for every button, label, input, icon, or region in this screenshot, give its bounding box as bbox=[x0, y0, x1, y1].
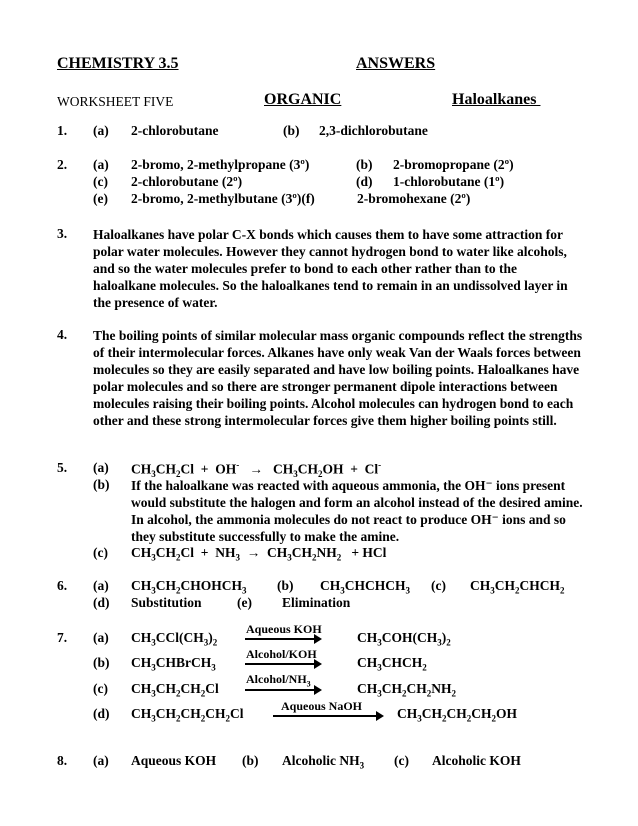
q5-b-answer: If the haloalkane was reacted with aqueous ammonia, the OH⁻ ions present would substitute the halogen and form an alcohol instead of the desired amine. In alcohol, the ammonia molecules do not react to produce OH⁻ ions and so they substitute successfully to make the amine. bbox=[131, 478, 583, 544]
answers-title: ANSWERS bbox=[356, 55, 436, 72]
q5-a-equation: $CH_3CH_2Cl + OH^- \to CH_3CH_2OH + Cl^-$ bbox=[131, 460, 382, 480]
q7-c-arrow bbox=[245, 689, 315, 691]
q6-b-label: (b) bbox=[277, 578, 294, 593]
q7-a-reactant: $CH_3CCl(CH_3)_2$ bbox=[131, 630, 218, 648]
q1-b-answer: 2,3-dichlorobutane bbox=[319, 123, 428, 138]
q5-c-equation: $CH_3CH_2Cl + NH_3 \to CH_3CH_2NH_2$ + HCl bbox=[131, 545, 387, 563]
q6-a-label: (a) bbox=[93, 578, 109, 593]
q6-c-formula: $CH_3CH_2CHCH_2$ bbox=[470, 578, 565, 596]
q2-d-label: (d) bbox=[356, 174, 373, 189]
q7-b-product: $CH_3CHCH_2$ bbox=[357, 655, 427, 673]
q7-d-reagent: Aqueous NaOH bbox=[281, 699, 363, 713]
worksheet-label: WORKSHEET FIVE bbox=[57, 94, 174, 109]
q4-number: 4. bbox=[57, 327, 68, 342]
q2-a-label: (a) bbox=[93, 157, 109, 172]
q1-b-label: (b) bbox=[283, 123, 300, 138]
q6-d-label: (d) bbox=[93, 595, 110, 610]
q2-b-label: (b) bbox=[356, 157, 373, 172]
q7-a-reagent: Aqueous KOH bbox=[246, 622, 322, 636]
q8-c-answer: Alcoholic KOH bbox=[432, 753, 521, 768]
q1-number: 1. bbox=[57, 123, 68, 138]
q7-d-label: (d) bbox=[93, 706, 110, 721]
q6-d-answer: Substitution bbox=[131, 595, 202, 610]
q8-c-label: (c) bbox=[394, 753, 409, 768]
q6-e-label: (e) bbox=[237, 595, 252, 610]
q2-e-answer: 2-bromo, 2-methylbutane (3º)(f) bbox=[131, 191, 315, 206]
q6-number: 6. bbox=[57, 578, 68, 593]
q3-answer: Haloalkanes have polar C-X bonds which causes them to have some attraction for polar water molecules. However they cannot hydrogen bond to water like alcohols, and so the water molecules prefer to bond to each other rather than to the haloalkane molecules. So the haloalkanes tend to remain in an undissolved layer in the presence of water. bbox=[93, 227, 568, 310]
q7-c-product: $CH_3CH_2CH_2NH_2$ bbox=[357, 681, 456, 699]
q8-number: 8. bbox=[57, 753, 68, 768]
q6-c-label: (c) bbox=[431, 578, 446, 593]
q2-number: 2. bbox=[57, 157, 68, 172]
q7-c-reagent: Alcohol/$NH_3$ bbox=[246, 672, 311, 689]
q6-a-formula: $CH_3CH_2CHOHCH_3$ bbox=[131, 578, 247, 596]
q5-c-label: (c) bbox=[93, 545, 108, 560]
q2-e-label: (e) bbox=[93, 191, 108, 206]
q6-e-answer: Elimination bbox=[282, 595, 351, 610]
q8-a-answer: Aqueous KOH bbox=[131, 753, 217, 768]
q2-d-answer: 1-chlorobutane (1º) bbox=[393, 174, 505, 189]
q5-b-label: (b) bbox=[93, 477, 110, 492]
q2-a-answer: 2-bromo, 2-methylpropane (3º) bbox=[131, 157, 310, 172]
q7-b-label: (b) bbox=[93, 655, 110, 670]
q7-b-reagent: Alcohol/KOH bbox=[246, 647, 317, 661]
q7-a-product: $CH_3COH(CH_3)_2$ bbox=[357, 630, 451, 648]
topic-title: ORGANIC bbox=[264, 91, 342, 108]
q1-a-label: (a) bbox=[93, 123, 109, 138]
q7-a-arrow bbox=[245, 638, 315, 640]
q7-c-reactant: $CH_3CH_2CH_2Cl$ bbox=[131, 681, 219, 699]
q7-d-product: $CH_3CH_2CH_2CH_2OH$ bbox=[397, 706, 518, 724]
q7-a-label: (a) bbox=[93, 630, 109, 645]
q2-f-answer: 2-bromohexane (2º) bbox=[357, 191, 471, 206]
q8-a-label: (a) bbox=[93, 753, 109, 768]
q6-b-formula: $CH_3CHCHCH_3$ bbox=[320, 578, 410, 596]
q7-b-reactant: $CH_3CHBrCH_3$ bbox=[131, 655, 216, 673]
q1-a-answer: 2-chlorobutane bbox=[131, 123, 219, 138]
q7-b-arrow bbox=[245, 663, 315, 665]
subtopic-title: Haloalkanes bbox=[452, 91, 537, 108]
q3-number: 3. bbox=[57, 226, 68, 241]
q5-number: 5. bbox=[57, 460, 68, 475]
q2-c-label: (c) bbox=[93, 174, 108, 189]
q8-b-answer: Alcoholic $NH_3$ bbox=[282, 753, 365, 771]
q7-d-reactant: $CH_3CH_2CH_2CH_2Cl$ bbox=[131, 706, 244, 724]
q5-a-label: (a) bbox=[93, 460, 109, 475]
q2-c-answer: 2-chlorobutane (2º) bbox=[131, 174, 243, 189]
q7-c-label: (c) bbox=[93, 681, 108, 696]
course-title: CHEMISTRY 3.5 bbox=[57, 55, 179, 72]
q7-d-arrow bbox=[273, 715, 377, 717]
q8-b-label: (b) bbox=[242, 753, 259, 768]
q4-answer: The boiling points of similar molecular mass organic compounds reflect the strengths of their intermolecular forces. Alkanes have only weak Van der Waals forces between molecules so they are easily separated and have low boiling points. Haloalkanes have polar molecules and so there are stronger permanent dipole interactions between molecules raising their boiling points. Alcohol molecules can hydrogen bond to each other and these strong intermolecular forces give them higher boiling points still. bbox=[93, 328, 583, 428]
q7-number: 7. bbox=[57, 630, 68, 645]
q2-b-answer: 2-bromopropane (2º) bbox=[393, 157, 514, 172]
